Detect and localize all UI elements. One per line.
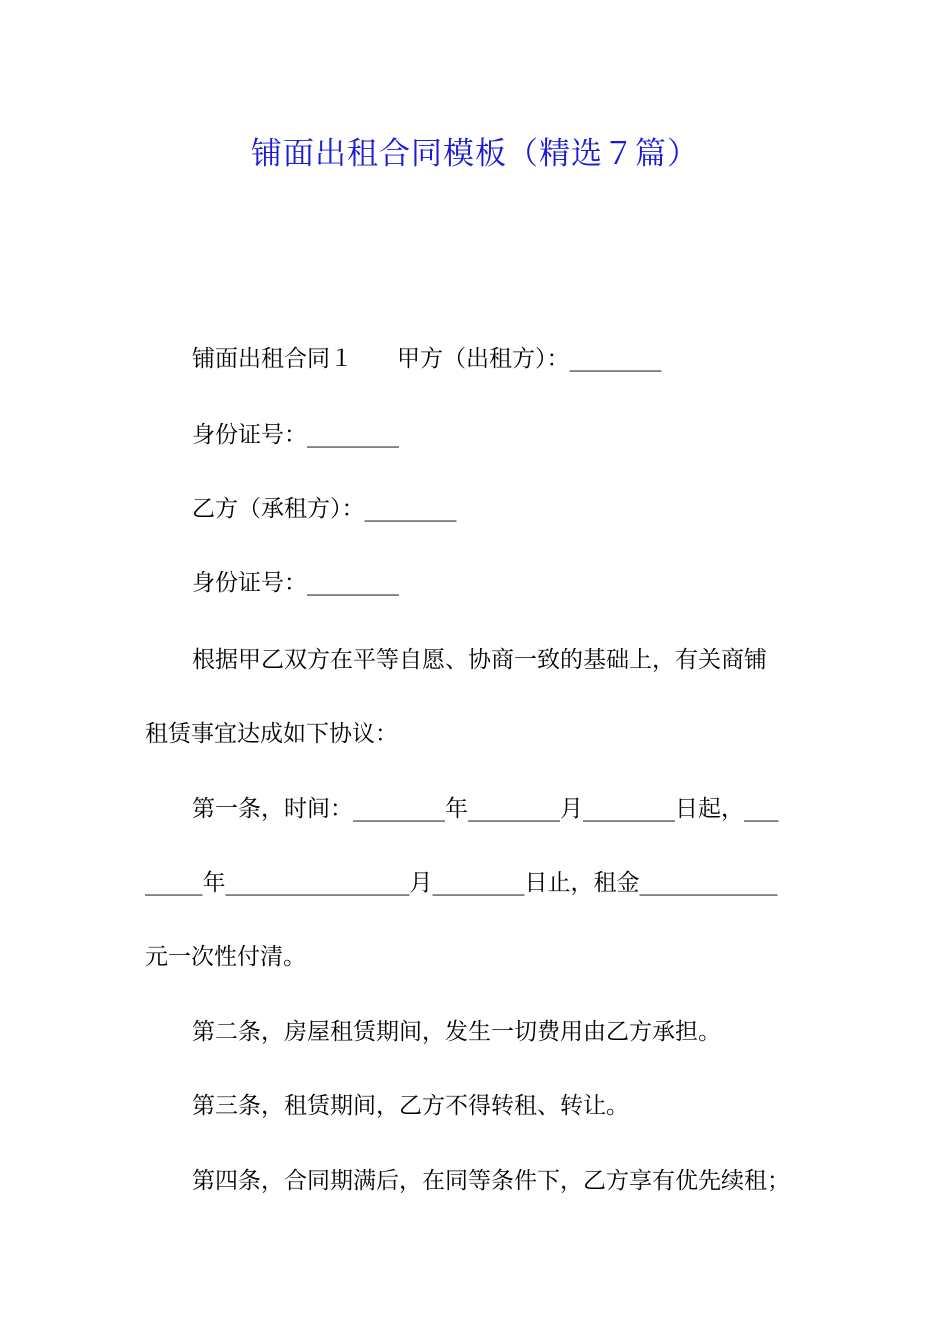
clause-4: 第四条，合同期满后，在同等条件下，乙方享有优先续租； [192,1168,790,1194]
paragraph-intro-cont: 租赁事宜达成如下协议： [145,721,398,747]
clause-1-end: 元一次性付清。 [145,944,306,970]
party-b-field: 乙方（承租方）：________ [192,496,457,522]
contract-heading-line [192,344,662,374]
clause-2: 第二条，房屋租赁期间，发生一切费用由乙方承担。 [192,1019,721,1045]
paragraph-intro: 根据甲乙双方在平等自愿、协商一致的基础上，有关商铺 [192,647,767,673]
document-title: 铺面出租合同模板（精选７篇） [251,136,699,172]
clause-1: 第一条，时间：________年________月________日起，___ [192,796,779,822]
contract-number-label: 铺面出租合同１ [192,346,353,372]
party-a-id-field: 身份证号：________ [192,422,399,448]
party-b-id-field: 身份证号：________ [192,570,399,596]
clause-1-cont: _____年________________月________日止，租金____________ [145,870,778,896]
clause-3: 第三条，租赁期间，乙方不得转租、转让。 [192,1093,629,1119]
party-a-field: 甲方（出租方）：________ [397,346,662,372]
